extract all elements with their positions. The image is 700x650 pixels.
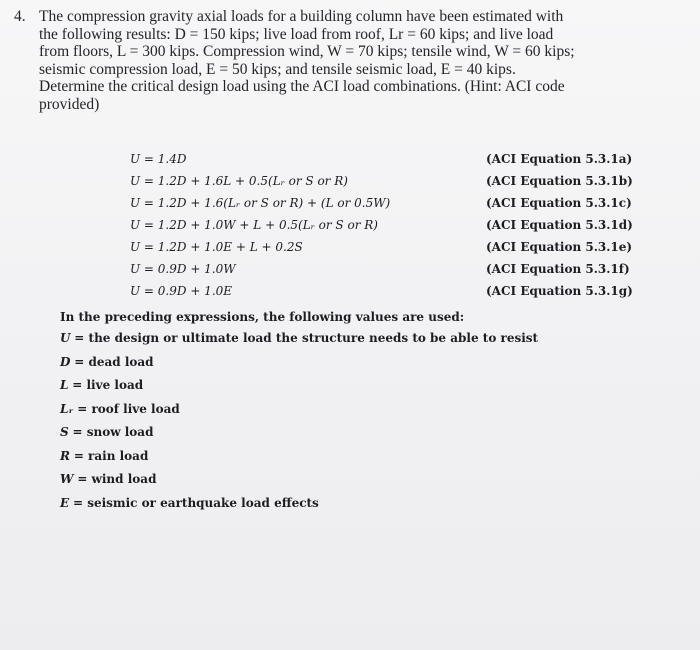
definition-text: = wind load [77, 472, 157, 486]
definition-item [60, 496, 500, 520]
equation-row [130, 148, 650, 170]
equation-row [130, 192, 650, 214]
aci-load-combinations [130, 148, 650, 302]
problem-line: provided) [39, 95, 100, 113]
definition-symbol: Lᵣ [60, 401, 74, 416]
definitions-intro: In the preceding expressions, the following values are used: [60, 310, 465, 324]
problem-line: the following results: D = 150 kips; live load from roof, Lr = 60 kips; and live load [39, 25, 554, 43]
equation-row [130, 280, 650, 302]
definition-symbol: S [60, 425, 69, 439]
equation-reference: (ACI Equation 5.3.1b) [486, 174, 633, 188]
problem-line: The compression gravity axial loads for a building column have been estimated with [39, 8, 564, 25]
equation-reference: (ACI Equation 5.3.1e) [486, 240, 633, 254]
definition-item [60, 472, 500, 496]
equation-reference: (ACI Equation 5.3.1f) [486, 262, 630, 276]
equation-expression: U = 0.9D + 1.0W [130, 262, 236, 276]
definition-symbol: W [60, 472, 74, 486]
definition-symbol: E [60, 495, 70, 510]
equation-expression: U = 0.9D + 1.0E [130, 284, 233, 298]
definition-symbol: R [60, 448, 70, 463]
equation-expression: U = 1.2D + 1.0E + L + 0.2S [130, 240, 303, 254]
equation-row [130, 214, 650, 236]
equation-expression: U = 1.2D + 1.0W + L + 0.5(Lᵣ or S or R) [130, 218, 378, 232]
equation-row [130, 236, 650, 258]
problem-number: 4. [14, 8, 26, 25]
definition-text: = rain load [73, 448, 149, 463]
definition-symbol: D [60, 354, 71, 369]
equation-row [130, 170, 650, 192]
equation-expression: U = 1.4D [130, 152, 187, 166]
variable-definitions [60, 310, 539, 519]
definition-item [60, 402, 500, 426]
equation-row [130, 258, 650, 280]
definition-item [60, 449, 500, 473]
problem-statement [14, 8, 674, 113]
equation-reference: (ACI Equation 5.3.1a) [486, 152, 633, 166]
definition-item [60, 378, 500, 402]
equation-reference: (ACI Equation 5.3.1d) [486, 218, 633, 232]
definition-symbol: L [60, 378, 69, 392]
definition-text: = snow load [72, 425, 154, 439]
equation-reference: (ACI Equation 5.3.1g) [486, 284, 633, 298]
definition-symbol: U [60, 331, 71, 345]
problem-line: seismic compression load, E = 50 kips; and tensile seismic load, E = 40 kips. [39, 60, 516, 78]
definition-text: = dead load [74, 354, 154, 369]
equation-expression: U = 1.2D + 1.6L + 0.5(Lᵣ or S or R) [130, 174, 348, 188]
equation-reference: (ACI Equation 5.3.1c) [486, 196, 632, 210]
definition-text: = the design or ultimate load the structure needs to be able to resist [74, 331, 539, 345]
definition-item [60, 425, 500, 449]
equation-expression: U = 1.2D + 1.6(Lᵣ or S or R) + (L or 0.5W) [130, 196, 391, 210]
definition-item [60, 331, 539, 355]
problem-line: Determine the critical design load using the ACI load combinations. (Hint: ACI code [39, 78, 565, 95]
definition-text: = live load [72, 378, 144, 392]
definition-text: = seismic or earthquake load effects [72, 495, 319, 510]
problem-line: from floors, L = 300 kips. Compression wind, W = 70 kips; tensile wind, W = 60 kips; [39, 43, 575, 60]
definition-text: = roof live load [77, 401, 180, 416]
definition-item [60, 355, 500, 379]
